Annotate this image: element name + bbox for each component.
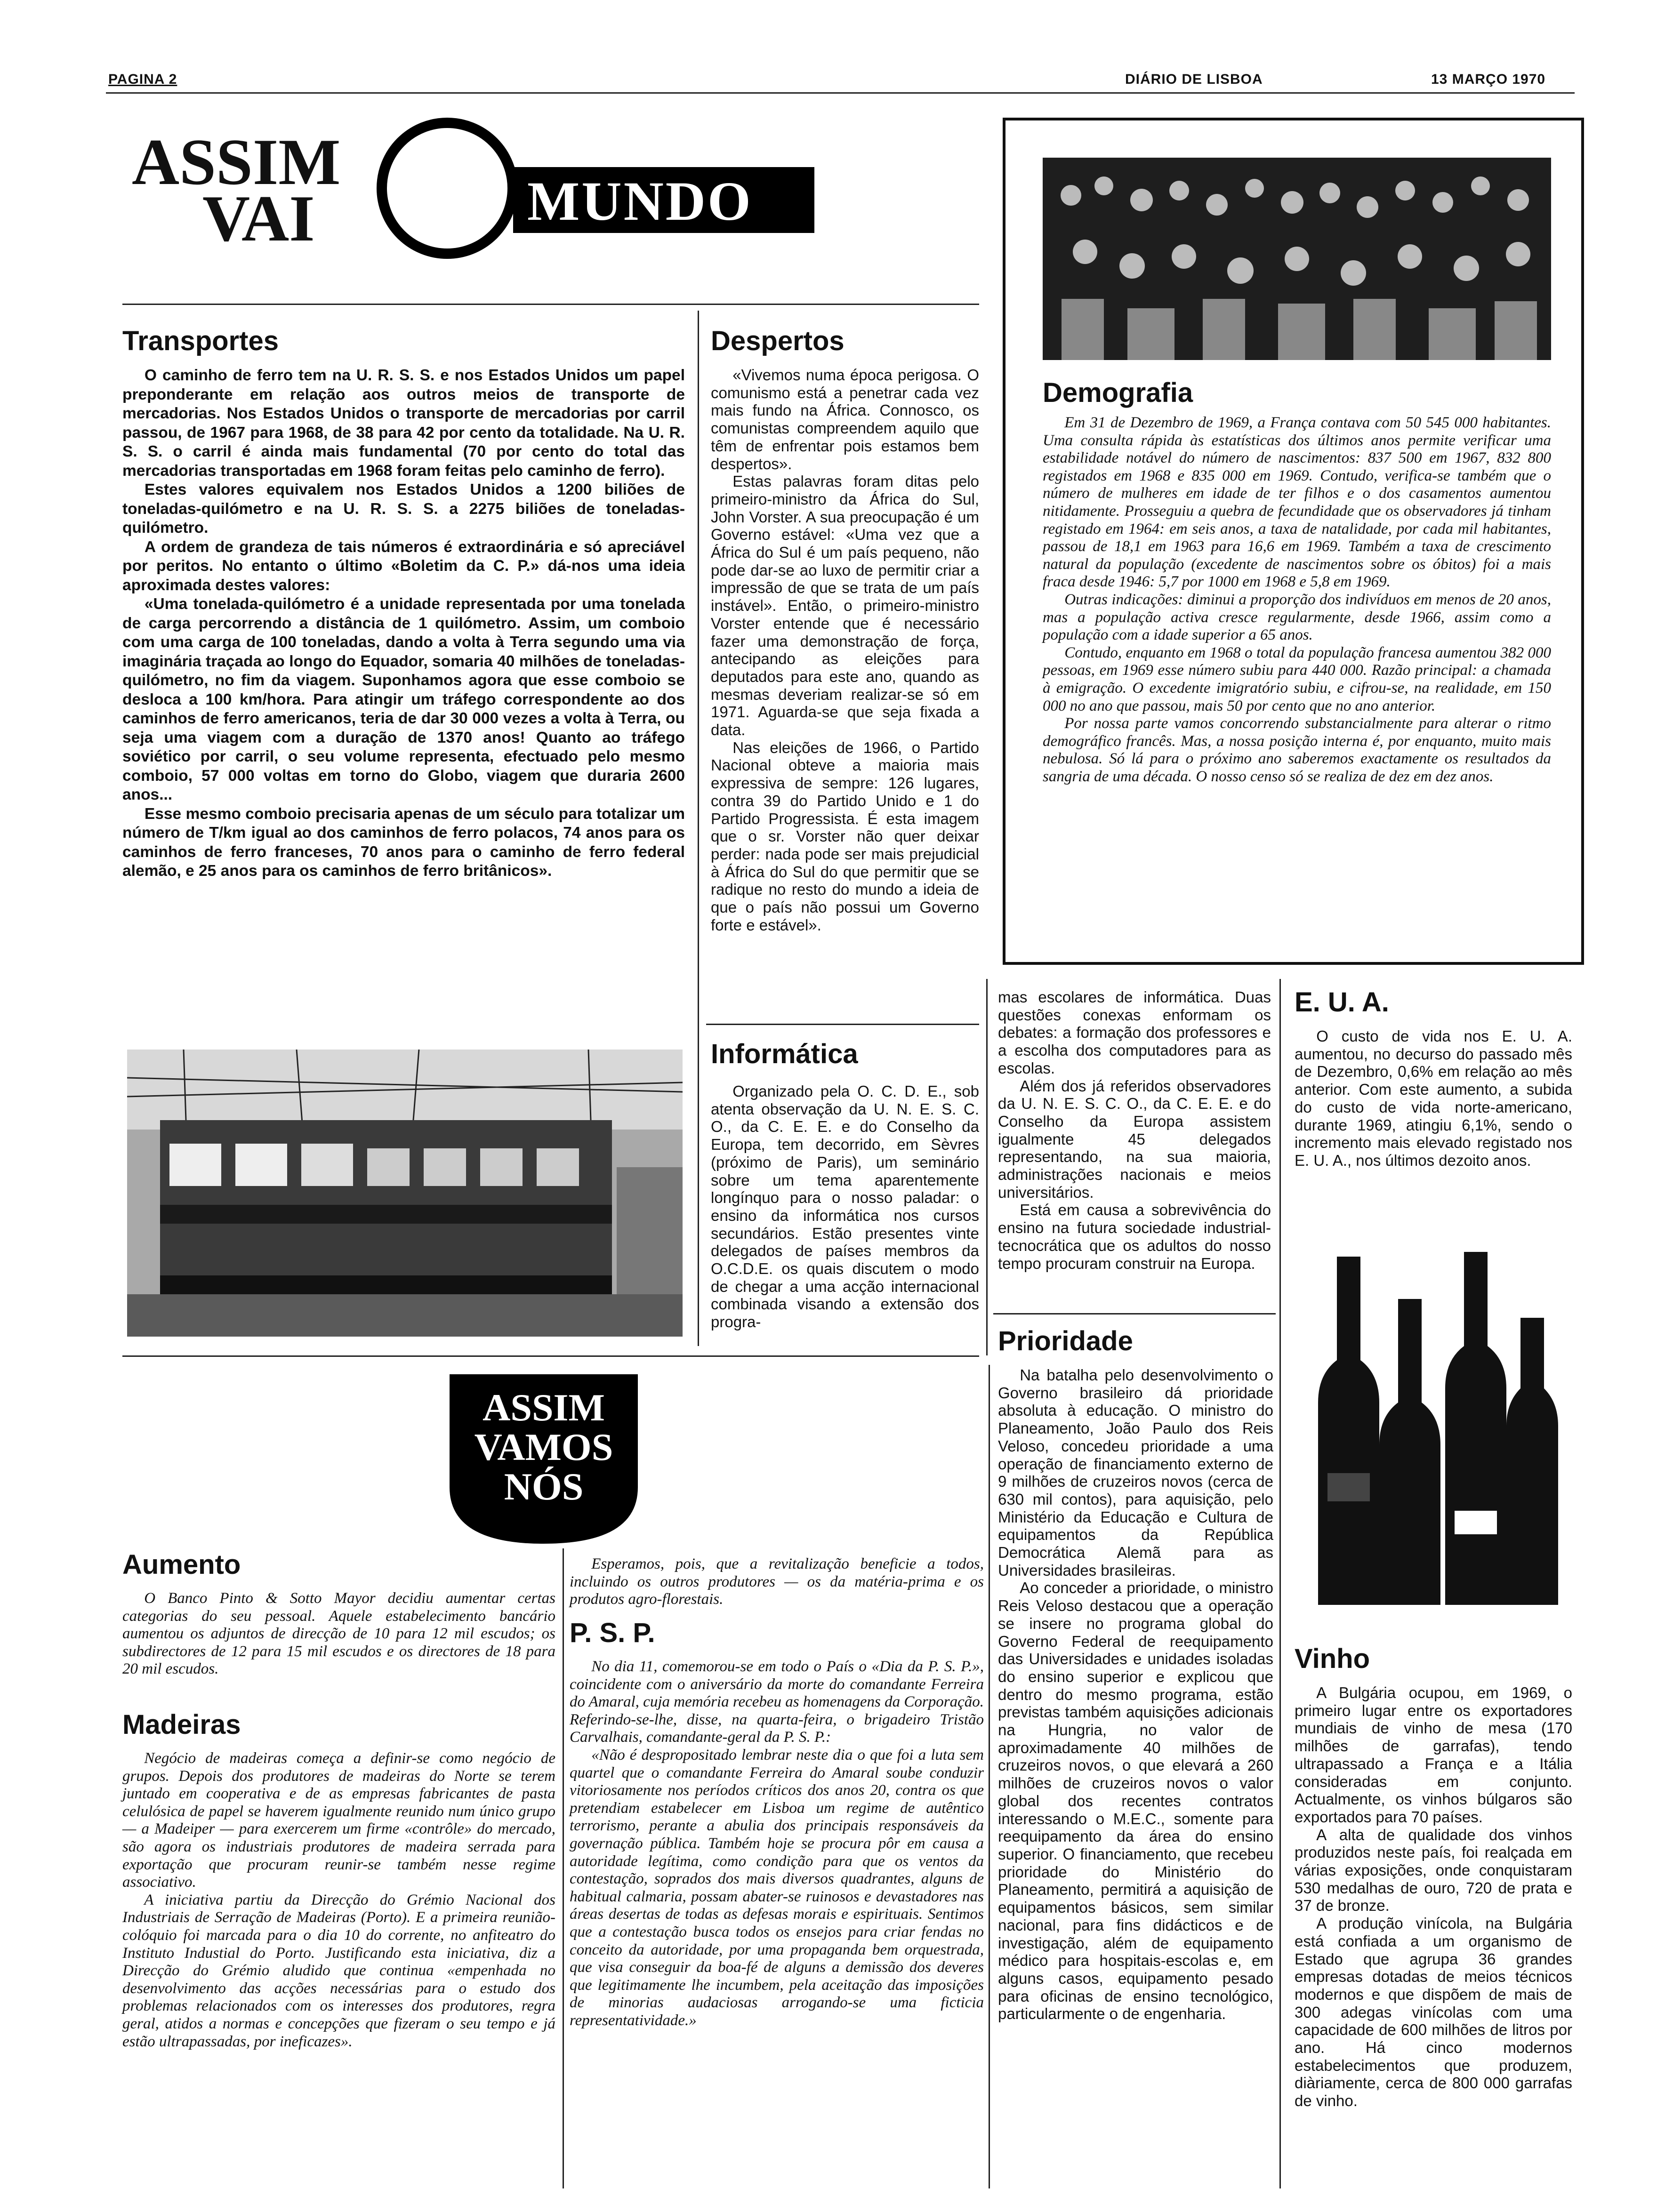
- despertos-rule: [706, 1024, 979, 1025]
- esperamos-p1: Esperamos, pois, que a revitalização beneficie a todos, incluindo os outros produtores — os da matéria-prima e os produtos agro-florestais.: [570, 1555, 984, 1608]
- crowd-photo: [1043, 158, 1551, 360]
- madeiras-title: Madeiras: [122, 1709, 241, 1740]
- column-divider-2: [986, 979, 988, 1355]
- psp-title: P. S. P.: [570, 1618, 655, 1648]
- logo-vai: VAI: [202, 182, 315, 255]
- demografia-p2: Outras indicações: diminui a proporção dos indivíduos em menos de 20 anos, mas a população activa cresce regularmente, desde 1966, assim como a população com a idade superior a 65 anos.: [1043, 591, 1551, 644]
- aumento-title: Aumento: [122, 1549, 241, 1580]
- vinho-p3: A produção vinícola, na Bulgária está confiada a um organismo de Estado que agrupa 36 grandes empresas dotadas de meios técnicos modernos e que dispõem de mais de 300 adegas vinícolas com uma capacidade de 600 milhões de litros por ano. Há cinco modernos estabelecimentos que produzem, diàriamente, cerca de 800 000 garrafas de vinho.: [1295, 1915, 1572, 2110]
- transportes-body: [122, 366, 685, 881]
- madeiras-p1: Negócio de madeiras começa a definir-se como negócio de grupos. Depois dos produtores de madeiras do Norte se terem juntado em cooperativa e de as empresas fabricantes de pasta celulósica de papel se haverem igualmente reunido num único grupo — a Madeiper — para exercerem um firme «contrôle» do mercado, são agora os industriais produtores de madeira serrada para exportação que procuram reunir-se também nesse regime associativo.: [122, 1750, 555, 1891]
- psp-p1: No dia 11, comemorou-se em todo o País o «Dia da P. S. P.», coincidente com o aniversário da morte do comandante Ferreira do Amaral, cuja memória recebeu as homenagens da Corporação. Referindo-se-lhe, disse, na quarta-feira, o brigadeiro Tristão Carvalhais, comandante-geral da P. S. P.:: [570, 1658, 984, 1746]
- vinho-title: Vinho: [1295, 1643, 1370, 1674]
- informatica-title: Informática: [711, 1039, 858, 1069]
- informatica-p1: Organizado pela O. C. D. E., sob atenta observação da U. N. E. S. C. O., da C. E. E. e do Conselho da Europa, tem decorrido, em Sèvres (próximo de Paris), um seminário sobre um tema aparentemente longínquo para o nosso paladar: o ensino da informática nos cursos secundários. Estão presentes vinte delegados de países membros da O.C.D.E. os quais discutem o modo de chegar a uma acção internacional combinada visando a extensão dos progra-: [711, 1082, 979, 1331]
- header-rule: [106, 92, 1575, 94]
- transportes-p4: «Uma tonelada-quilómetro é a unidade representada por uma tonelada de carga percorrendo a distância de 1 quilómetro. Assim, um comboio com uma carga de 100 toneladas, dando a volta à Terra segundo uma via imaginária traçada ao longo do Equador, somaria 40 milhões de toneladas-quilómetro, no fim da viagem. Suponhamos agora que esse comboio se desloca a 100 km/hora. Para atingir um tráfego correspondente ao dos caminhos de ferro americanos, teria de dar 30 000 vezes a volta à Terra, ou seja uma viagem com a duração de 1370 anos! Quanto ao tráfego soviético por carril, o seu volume representa, efectuado pelo mesmo comboio, 57 000 voltas em torno do Globo, viagem que duraria 2600 anos...: [122, 595, 685, 803]
- logo-assim-vai-o-mundo: [122, 118, 857, 273]
- prioridade-p2: Ao conceder a prioridade, o ministro Reis Veloso destacou que a operação se insere no programa global do Governo Federal de reequipamento das Universidades e unidades isoladas do ensino superior e explicou que dentro do mesmo programa, estão previstas também aquisições adicionais na Hungria, no valor de aproximadamente 40 milhões de cruzeiros novos, o que elevará a 260 milhões de cruzeiros novos o valor global dos recentes contratos interessando o M.E.C., somente para reequipamento da área do ensino superior. O financiamento, que recebeu prioridade do Ministério do Planeamento, permitirá a aquisição de equipamentos básicos, sem similar nacional, para fins didácticos e de investigação, além de equipamento médico para hospitais-escolas e, em alguns casos, equipamento pesado para oficinas de ensino tecnológico, particularmente o de engenharia.: [998, 1579, 1273, 2023]
- despertos-p3: Nas eleições de 1966, o Partido Nacional obteve a maioria mais expressiva de sempre: 126 lugares, contra 39 do Partido Unido e 1 do Partido Progressista. É esta imagem que o sr. Vorster não quer deixar perder: nada pode ser mais prejudicial à África do Sul do que permitir que se radique no resto do mundo a ideia de que o país não possui um Governo forte e estável».: [711, 738, 979, 934]
- column-divider-4: [563, 1548, 564, 2188]
- vinho-p2: A alta de qualidade dos vinhos produzidos neste país, foi realçada em várias exposições, onde conquistaram 530 medalhas de ouro, 720 de prata e 37 de bronze.: [1295, 1826, 1572, 1915]
- eua-title: E. U. A.: [1295, 987, 1389, 1018]
- logo-circle: [377, 118, 518, 259]
- informatica-body-1: [711, 1082, 979, 1331]
- section-aumento: [122, 1548, 555, 1678]
- informatica-p3: Além dos já referidos observadores da U. N. E. S. C. O., da C. E. E. e do Conselho da Europa assistem igualmente 45 delegados representando, na sua maioria, administrações nacionais e meios universitários.: [998, 1077, 1271, 1201]
- wine-bottles-photo: [1309, 1247, 1558, 1605]
- despertos-body: [711, 366, 979, 934]
- demografia-p3: Contudo, enquanto em 1968 o total da população francesa aumentou 382 000 pessoas, em 1969 esse número subiu para 440 000. Razão principal: a chamada à emigração. O excedente imigratório subiu, e cifrou-se, na realidade, em 150 000 no ano que passou, mais 50 por cento que no ano anterior.: [1043, 644, 1551, 714]
- newspaper-name: DIÁRIO DE LISBOA: [1125, 72, 1263, 87]
- column-divider-1: [698, 311, 699, 1346]
- section-transportes: [122, 325, 685, 881]
- badge-line-1: ASSIM: [483, 1386, 605, 1429]
- eua-body: [1295, 1027, 1572, 1170]
- psp-body: [570, 1658, 984, 2029]
- transportes-p2: Estes valores equivalem nos Estados Unidos a 1200 biliões de toneladas-quilómetro e na U. R. S. S. a 2275 biliões de toneladas-quilómetro.: [122, 481, 685, 537]
- despertos-p2: Estas palavras foram ditas pelo primeiro-ministro da África do Sul, John Vorster. A sua preocupação é um Governo estável: «Uma vez que a África do Sul é um país pequeno, não pode dar-se ao luxo de permitir criar a impressão de que se trata de um país instável». Então, o primeiro-ministro Vorster entende que é necessário fazer uma demonstração de força, antecipando as eleições para deputados para este ano, quando as mesmas deveriam realizar-se só em 1971. Aguarda-se que seja fixada a data.: [711, 473, 979, 739]
- informatica-p2: mas escolares de informática. Duas questões conexas enformam os debates: a formação dos professores e a escolha dos computadores para as escolas.: [998, 988, 1271, 1077]
- section-vinho: [1295, 1643, 1572, 2110]
- section-eua: [1295, 986, 1572, 1170]
- prioridade-title: Prioridade: [998, 1326, 1133, 1356]
- train-bottom-rule: [122, 1355, 979, 1357]
- transportes-title: Transportes: [122, 326, 279, 356]
- aumento-p1: O Banco Pinto & Sotto Mayor decidiu aumentar certas categorias do seu pessoal. Aquele estabelecimento bancário aumentou os adjuntos de direcção de 10 para 12 mil escudos; os subdirectores de 12 para 15 mil escudos e os directores de 18 para 20 mil escudos.: [122, 1590, 555, 1678]
- logo-mundo: MUNDO: [527, 170, 753, 232]
- badge-line-2: VAMOS: [474, 1426, 613, 1468]
- despertos-title: Despertos: [711, 326, 845, 356]
- column-divider-5: [989, 1365, 990, 2188]
- issue-date: 13 MARÇO 1970: [1431, 72, 1546, 87]
- column-divider-3: [1279, 979, 1281, 2188]
- aumento-body: [122, 1590, 555, 1678]
- demografia-body: [1043, 414, 1551, 785]
- demografia-p1: Em 31 de Dezembro de 1969, a França contava com 50 545 000 habitantes. Uma consulta rápida às estatísticas dos últimos anos permite verificar uma estabilidade notável do número de nascimentos: 837 500 em 1967, 832 800 registados em 1968 e 835 000 em 1969. Contudo, verifica-se também que o número de mulheres em idade de ter filhos e o dos casamentos aumentou nitidamente. Prosseguiu a quebra de fecundidade que os observadores já tinham registado em 1964: em seis anos, a taxa de natalidade, por cada mil habitantes, passou de 18,1 em 1963 para 16,6 em 1969. Também a taxa de crescimento natural da população (excedente de nascimentos sobre os óbitos) foi a mais fraca desde 1946: 5,7 por 1000 em 1968 e 5,8 em 1969.: [1043, 414, 1551, 591]
- section-madeiras: [122, 1708, 555, 2051]
- eua-p1: O custo de vida nos E. U. A. aumentou, no decurso do passado mês de Dezembro, 0,6% em relação ao mês anterior. Com este aumento, a subida do custo de vida norte-americano, durante 1969, atingiu 6,1%, sendo o incremento mais elevado registado nos E. U. A., nos últimos dezoito anos.: [1295, 1027, 1572, 1169]
- vinho-p1: A Bulgária ocupou, em 1969, o primeiro lugar entre os exportadores mundiais de vinho de mesa (170 milhões de garrafas), tendo ultrapassado a França e a Itália consideradas em conjunto. Actualmente, os vinhos búlgaros são exportados para 70 países.: [1295, 1684, 1572, 1826]
- demografia-title: Demografia: [1043, 377, 1193, 408]
- transportes-p1: O caminho de ferro tem na U. R. S. S. e nos Estados Unidos um papel preponderante em relação aos outros meios de transporte de mercadorias. Nos Estados Unidos o transporte de mercadorias por carril passou, de 1967 para 1968, de 38 para 42 por cento da totalidade. Na U. R. S. S. o carril é ainda mais fundamental (70 por cento do total das mercadorias transportadas em 1968 foram feitas pelo caminho de ferro).: [122, 367, 685, 480]
- despertos-p1: «Vivemos numa época perigosa. O comunismo está a penetrar cada vez mais fundo na África. Connosco, os comunistas compreendem aquilo que têm de enfrentar pois estamos bem despertos».: [711, 366, 979, 473]
- esperamos-body: [570, 1555, 984, 1609]
- section-demografia: [1043, 377, 1551, 785]
- madeiras-body: [122, 1750, 555, 2051]
- section-psp: [570, 1617, 984, 2029]
- badge-line-3: NÓS: [504, 1465, 584, 1508]
- transportes-p3: A ordem de grandeza de tais números é extraordinária e só apreciável por peritos. No entanto o último «Boletim da C. P.» dá-nos uma ideia aproximada destes valores:: [122, 538, 685, 594]
- vinho-body: [1295, 1684, 1572, 2110]
- train-photo: [127, 1050, 683, 1337]
- informatica-body-2: [998, 988, 1271, 1272]
- logo-rule: [122, 304, 979, 305]
- page-number: PAGINA 2: [108, 72, 177, 87]
- section-despertos: [711, 325, 979, 934]
- logo-assim-vamos-nos: [440, 1374, 647, 1544]
- psp-p2: «Não é despropositado lembrar neste dia o que foi a luta sem quartel que o comandante Ferreira do Amaral soube conduzir vitoriosamente nos períodos críticos dos anos 20, contra os que pretendiam estabelecer em Lisboa um regime de autêntico terrorismo, perante a abulia dos principais responsáveis da governação pública. Também hoje se procura pôr em causa a autoridade legítima, como condição para que os ventos da contestação, soprados dos mais diversos quadrantes, alguns de habitual calmaria, possam abater-se ruinosos e devastadores nas áreas desertas de todas as defesas morais e espirituais. Sentimos que a contestação busca todos os ensejos para criar fendas no conceito da autoridade, por uma propaganda bem orquestrada, que visa conseguir da boa-fé de alguns a demissão dos deveres que legitimamente lhe incumbem, pela aceitação das imposições de minorias audaciosas arrogando-se uma ficticia representatividade.»: [570, 1746, 984, 2029]
- demografia-p4: Por nossa parte vamos concorrendo substancialmente para alterar o ritmo demográfico francês. Mas, a nossa posição interna é, por enquanto, muito mais nebulosa. Só lá para o próximo ano saberemos exactamente os resultados da sangria de uma década. O nosso censo só se realiza de dez em dez anos.: [1043, 715, 1551, 785]
- informatica-rule: [993, 1313, 1276, 1314]
- prioridade-p1: Na batalha pelo desenvolvimento o Governo brasileiro dá prioridade absoluta à educação. O ministro do Planeamento, João Paulo dos Reis Veloso, concedeu prioridade a uma operação de financiamento externo de 9 milhões de cruzeiros novos (cerca de 630 mil contos), para aquisição, pelo Ministério da Educação e Cultura de equipamentos da República Democrática Alemã para as Universidades brasileiras.: [998, 1366, 1273, 1579]
- prioridade-body: [998, 1366, 1273, 2023]
- madeiras-p2: A iniciativa partiu da Direcção do Grémio Nacional dos Industriais de Serração de Madeiras (Porto). E a primeira reunião-colóquio foi marcada para o dia 10 do corrente, no anfiteatro do Instituto Industial do Porto. Justificando esta iniciativa, diz a Direcção do Grémio aludido que continua «empenhada no desenvolvimento das acções necessárias para o estudo dos problemas relacionados com os interesses dos produtores, regra geral, atidos a normas e concepções que fizeram o seu tempo e já estão ultrapassadas, por ineficazes».: [122, 1891, 555, 2050]
- section-prioridade: [998, 1325, 1273, 2023]
- logo-assim: ASSIM: [132, 126, 341, 199]
- informatica-p4: Está em causa a sobrevivência do ensino na futura sociedade industrial-tecnocrática que os adultos do nosso tempo procuram construir na Europa.: [998, 1201, 1271, 1272]
- transportes-p5: Esse mesmo comboio precisaria apenas de um século para totalizar um número de T/km igual ao dos caminhos de ferro polacos, 74 anos para os caminhos de ferro franceses, 70 anos para o caminho de ferro federal alemão, e 25 anos para os caminhos de ferro britânicos».: [122, 805, 685, 880]
